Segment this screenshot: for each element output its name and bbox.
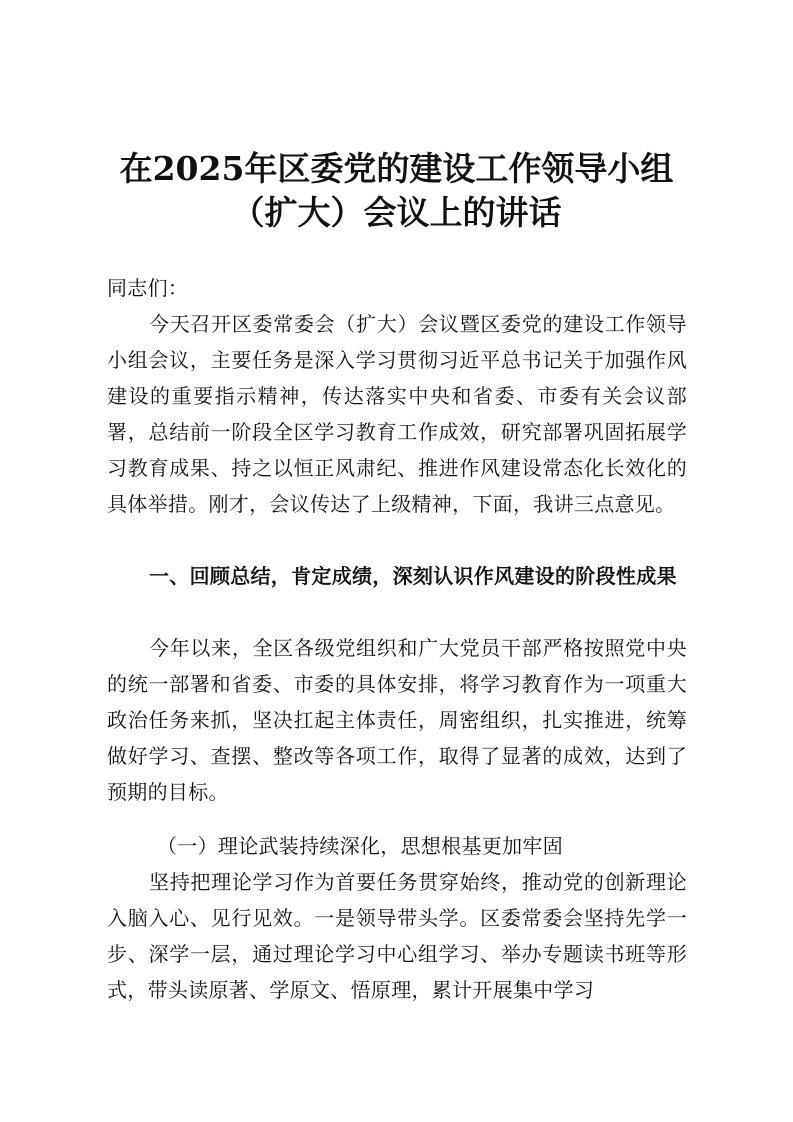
intro-paragraph: 今天召开区委常委会（扩大）会议暨区委党的建设工作领导小组会议，主要任务是深入学习贯彻习近平总书记关于加强作风建设的重要指示精神，传达落实中央和省委、市委有关会议部署，总结前一阶段全区学习教育工作成效，研究部署巩固拓展学习教育成果、持之以恒正风肃纪、推进作风建设常态化长效化的具体举措。刚才，会议传达了上级精神，下面，我讲三点意见。 (107, 312, 687, 516)
subsection-1-heading: （一）理论武装持续深化，思想根基更加牢固 (157, 834, 563, 858)
document-title-line-1: 在2025年区委党的建设工作领导小组 (119, 149, 674, 188)
section-1-paragraph: 今年以来，全区各级党组织和广大党员干部严格按照党中央的统一部署和省委、市委的具体安排，将学习教育作为一项重大政治任务来抓，坚决扛起主体责任，周密组织，扎实推进，统筹做好学习、查摆、整改等各项工作，取得了显著的成效，达到了预期的目标。 (107, 636, 687, 804)
document-title-line-2: （扩大）会议上的讲话 (231, 193, 562, 232)
subsection-1-paragraph: 坚持把理论学习作为首要任务贯穿始终，推动党的创新理论入脑入心、见行见效。一是领导带头学。区委常委会坚持先学一步、深学一层，通过理论学习中心组学习、举办专题读书班等形式，带头读原著、学原文、悟原理，累计开展集中学习 (107, 870, 687, 1002)
section-1-heading: 一、回顾总结，肯定成绩，深刻认识作风建设的阶段性成果 (149, 564, 677, 588)
salutation: 同志们： (107, 276, 189, 300)
